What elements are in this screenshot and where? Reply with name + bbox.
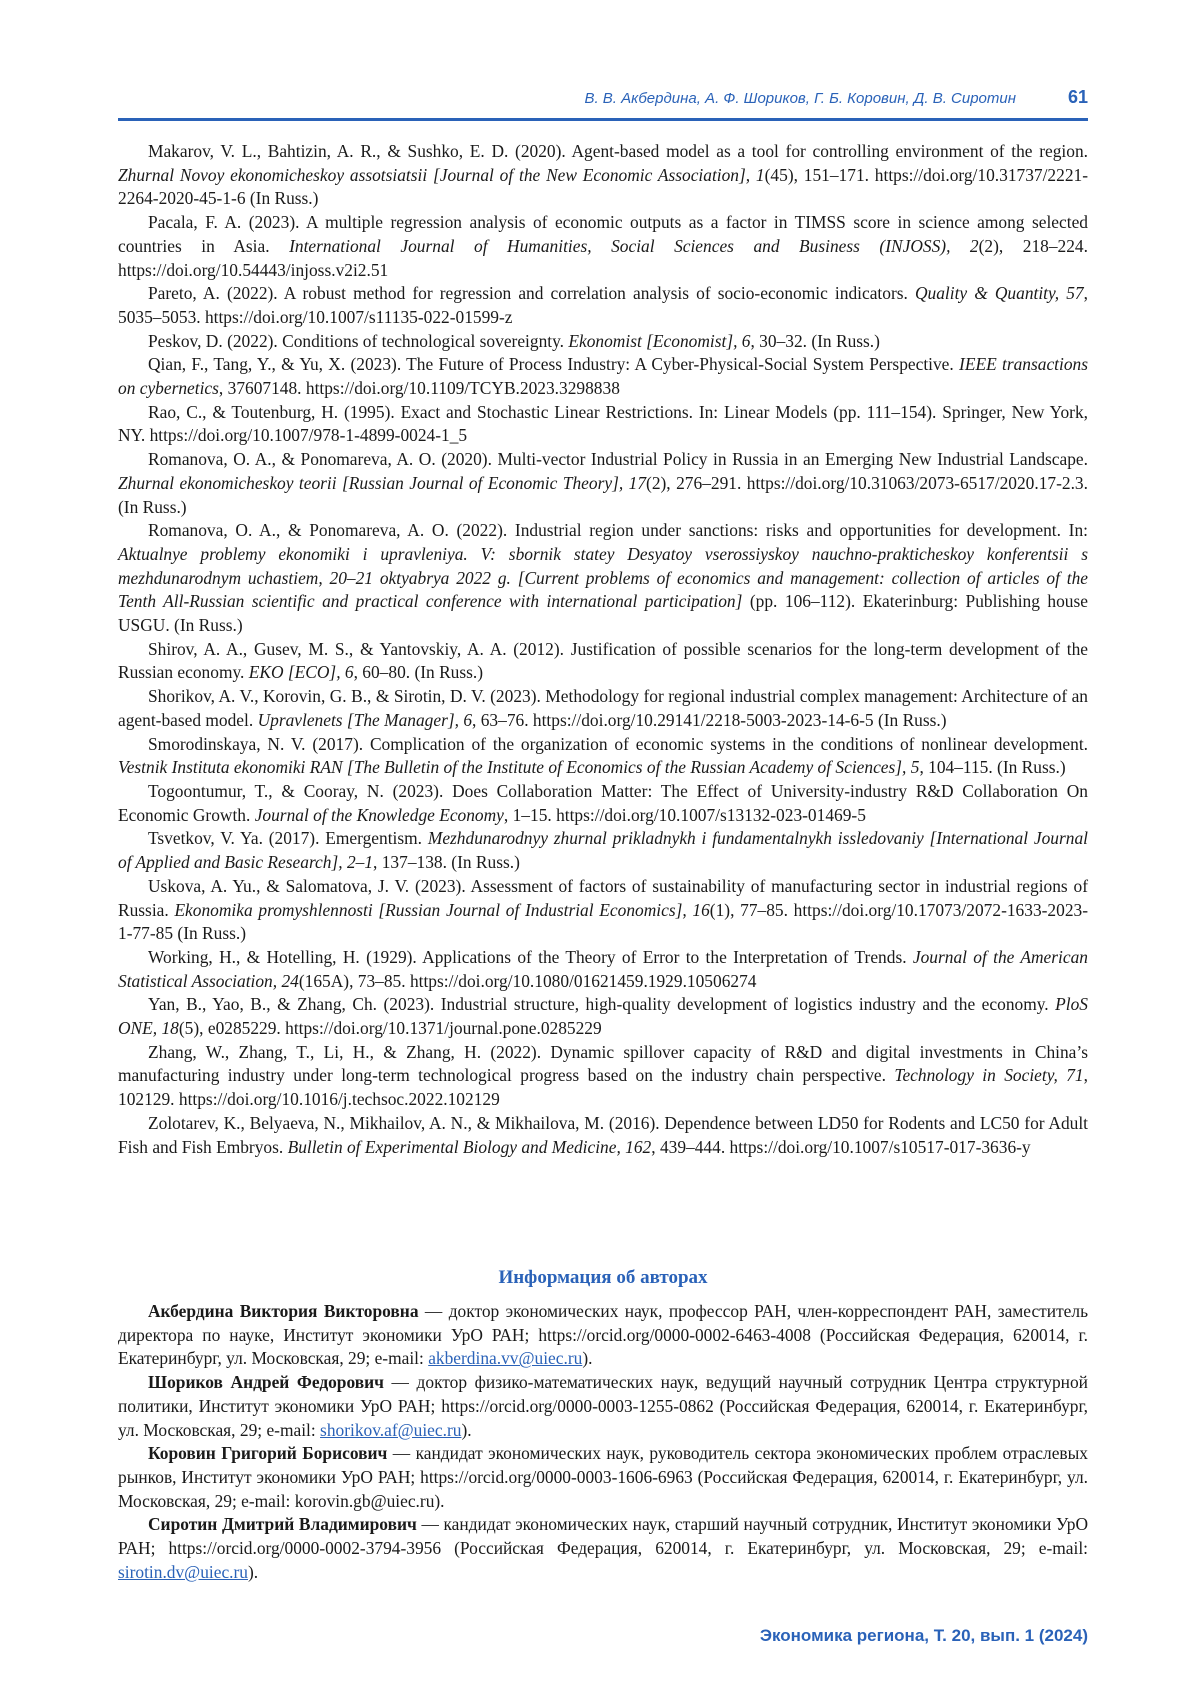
reference-text: Rao, C., & Toutenburg, H. (1995). Exact and Stochastic Linear Restrictions. In: Linear Models (pp. 111–154). Springer, New York, NY. https://doi.org/10.1007/978-1-4899-0024-1_5 bbox=[118, 401, 1088, 446]
reference-item bbox=[118, 448, 1088, 519]
reference-details: (2), 276–291. https://doi.org/10.31063/2073-6517/2020.17-2.3. (In Russ.) bbox=[118, 472, 1088, 517]
reference-text: Togoontumur, T., & Cooray, N. (2023). Does Collaboration Matter: The Effect of University-industry R&D Collaboration On Economic Growth. bbox=[118, 780, 1088, 825]
reference-text: Pareto, A. (2022). A robust method for regression and correlation analysis of socio-economic indicators. bbox=[148, 283, 915, 304]
author-tail: ). bbox=[582, 1348, 593, 1369]
reference-item bbox=[118, 401, 1088, 448]
reference-item bbox=[118, 1041, 1088, 1112]
reference-source: International Journal of Humanities, Social Sciences and Business (INJOSS), 2 bbox=[289, 235, 979, 256]
reference-source: Quality & Quantity, 57 bbox=[914, 283, 1084, 304]
reference-source: Zhurnal ekonomicheskoy teorii [Russian Journal of Economic Theory], 17 bbox=[118, 472, 647, 493]
reference-details: (2), 218–224. https://doi.org/10.54443/injoss.v2i2.51 bbox=[118, 235, 1088, 280]
reference-details: , 63–76. https://doi.org/10.29141/2218-5003-2023-14-6-5 (In Russ.) bbox=[472, 709, 947, 730]
author-entry bbox=[118, 1371, 1088, 1442]
author-email-link[interactable]: akberdina.vv@uiec.ru bbox=[428, 1348, 583, 1369]
reference-source: Ekonomist [Economist], 6 bbox=[568, 330, 751, 351]
reference-item bbox=[118, 827, 1088, 874]
reference-source: Bulletin of Experimental Biology and Medicine, 162 bbox=[287, 1136, 652, 1157]
running-header bbox=[118, 84, 1088, 121]
author-name: Акбердина Виктория Викторовна bbox=[148, 1301, 419, 1321]
reference-item bbox=[118, 685, 1088, 732]
header-authors: В. В. Акбердина, А. Ф. Шориков, Г. Б. Коровин, Д. В. Сиротин bbox=[584, 90, 1016, 107]
reference-details: (pp. 106–112). Ekaterinburg: Publishing house USGU. (In Russ.) bbox=[118, 591, 1088, 636]
reference-details: , 104–115. (In Russ.) bbox=[919, 757, 1066, 778]
page-number: 61 bbox=[1067, 87, 1088, 107]
reference-details: (165A), 73–85. https://doi.org/10.1080/01621459.1929.10506274 bbox=[298, 970, 757, 991]
reference-source: Technology in Society, 71 bbox=[894, 1065, 1084, 1086]
reference-source: IEEE transactions on cybernetics bbox=[118, 354, 1088, 399]
reference-details: , 5035–5053. https://doi.org/10.1007/s11135-022-01599-z bbox=[118, 283, 1088, 327]
author-description: — кандидат экономических наук, руководитель сектора экономических проблем отраслевых рынков, Институт экономики УрО РАН; https://orcid.org/0000-0003-1606-6963 (Российская Федерация, 620014, г. Екатеринбург, ул. Московская, 29; e-mail: korovin.gb@uiec.ru). bbox=[118, 1443, 1088, 1511]
reference-text: Romanova, O. A., & Ponomareva, A. O. (2022). Industrial region under sanctions: risks and opportunities for development. In: bbox=[148, 520, 1088, 541]
reference-item bbox=[118, 140, 1088, 211]
reference-text: Smorodinskaya, N. V. (2017). Complication of the organization of economic systems in the conditions of nonlinear development. bbox=[148, 733, 1088, 754]
reference-text: Uskova, A. Yu., & Salomatova, J. V. (2023). Assessment of factors of sustainability of manufacturing sector in industrial regions of Russia. bbox=[118, 875, 1088, 920]
reference-source: PloS ONE, 18 bbox=[118, 994, 1088, 1039]
reference-text: Romanova, O. A., & Ponomareva, A. O. (2020). Multi-vector Industrial Policy in Russia in an Emerging New Industrial Landscape. bbox=[148, 449, 1088, 470]
author-entry bbox=[118, 1300, 1088, 1371]
reference-item bbox=[118, 1112, 1088, 1159]
reference-text: Shorikov, A. V., Korovin, G. B., & Sirotin, D. V. (2023). Methodology for regional industrial complex management: Architecture of an agent-based model. bbox=[118, 686, 1088, 730]
reference-text: Shirov, A. A., Gusev, M. S., & Yantovskiy, A. A. (2012). Justification of possible scenarios for the long-term development of the Russian economy. bbox=[118, 638, 1088, 683]
reference-source: Vestnik Instituta ekonomiki RAN [The Bulletin of the Institute of Economics of the Russian Academy of Sciences], 5 bbox=[118, 757, 920, 778]
reference-source: Upravlenets [The Manager], 6 bbox=[257, 709, 473, 730]
reference-source: Ekonomika promyshlennosti [Russian Journal of Industrial Economics], 16 bbox=[174, 899, 710, 920]
reference-text: Working, H., & Hotelling, H. (1929). Applications of the Theory of Error to the Interpretation of Trends. bbox=[148, 946, 913, 967]
reference-details: , 60–80. (In Russ.) bbox=[353, 662, 484, 683]
reference-text: Pacala, F. A. (2023). A multiple regression analysis of economic outputs as a factor in TIMSS score in science among selected countries in Asia. bbox=[118, 212, 1088, 256]
reference-details: , 1–15. https://doi.org/10.1007/s13132-023-01469-5 bbox=[503, 804, 866, 825]
reference-item bbox=[118, 875, 1088, 946]
reference-item bbox=[118, 993, 1088, 1040]
reference-item bbox=[118, 353, 1088, 400]
reference-item bbox=[118, 330, 1088, 354]
reference-details: , 102129. https://doi.org/10.1016/j.techsoc.2022.102129 bbox=[118, 1065, 1088, 1110]
reference-source: Aktualnye problemy ekonomiki i upravleniya. V: sbornik statey Desyatoy vserossiyskoy nauchno-prakticheskoy konferentsii s mezhdunarodnym uchastiem, 20–21 oktyabrya 2022 g. [Current problems of economics and management: collection of articles of the Tenth All-Russian scientific and practical conference with international participation] bbox=[118, 543, 1088, 612]
author-description: — доктор экономических наук, профессор РАН, член-корреспондент РАН, заместитель директора по науке, Институт экономики УрО РАН; https://orcid.org/0000-0002-6463-4008 (Российская Федерация, 620014, г. Екатеринбург, ул. Московская, 29; e-mail: bbox=[118, 1301, 1088, 1369]
reference-text: Tsvetkov, V. Ya. (2017). Emergentism. bbox=[148, 828, 428, 849]
reference-details: (45), 151–171. https://doi.org/10.31737/2221-2264-2020-45-1-6 (In Russ.) bbox=[118, 164, 1089, 209]
reference-text: Peskov, D. (2022). Conditions of technological sovereignty. bbox=[148, 330, 569, 351]
reference-source: EKO [ECO], 6 bbox=[248, 662, 354, 683]
authors-info bbox=[118, 1300, 1088, 1584]
author-name: Сиротин Дмитрий Владимирович bbox=[148, 1514, 417, 1535]
author-entry bbox=[118, 1513, 1088, 1584]
reference-item bbox=[118, 211, 1088, 282]
author-description: — доктор физико-математических наук, ведущий научный сотрудник Центра структурной политики, Институт экономики УрО РАН; https://orcid.org/0000-0003-1255-0862 (Российская Федерация, 620014, г. Екатеринбург, ул. Московская, 29; e-mail: bbox=[118, 1372, 1088, 1440]
reference-item bbox=[118, 780, 1088, 827]
reference-text: Zhang, W., Zhang, T., Li, H., & Zhang, H. (2022). Dynamic spillover capacity of R&D and digital investments in China’s manufacturing industry under long-term technological progress based on the industry chain perspective. bbox=[118, 1041, 1088, 1086]
reference-item bbox=[118, 282, 1088, 329]
reference-item bbox=[118, 733, 1088, 780]
reference-source: Journal of the Knowledge Economy bbox=[254, 804, 504, 825]
references-list bbox=[118, 140, 1088, 1159]
author-tail: ). bbox=[461, 1419, 472, 1440]
reference-source: Journal of the American Statistical Association, 24 bbox=[118, 946, 1088, 991]
reference-item bbox=[118, 638, 1088, 685]
reference-details: , 30–32. (In Russ.) bbox=[750, 330, 880, 351]
reference-details: , 137–138. (In Russ.) bbox=[373, 852, 520, 873]
reference-text: Makarov, V. L., Bahtizin, A. R., & Sushko, E. D. (2020). Agent-based model as a tool for controlling environment of the region. bbox=[148, 141, 1088, 161]
reference-details: (5), e0285229. https://doi.org/10.1371/journal.pone.0285229 bbox=[178, 1018, 602, 1039]
author-email-link[interactable]: sirotin.dv@uiec.ru bbox=[118, 1561, 248, 1582]
author-name: Шориков Андрей Федорович bbox=[148, 1372, 384, 1393]
author-name: Коровин Григорий Борисович bbox=[148, 1443, 388, 1464]
reference-source: Mezhdunarodnyy zhurnal prikladnykh i fundamentalnykh issledovaniy [International Journal of Applied and Basic Research], 2–1 bbox=[118, 828, 1088, 873]
reference-text: Yan, B., Yao, B., & Zhang, Ch. (2023). Industrial structure, high-quality development of logistics industry and the economy. bbox=[148, 994, 1056, 1015]
reference-item bbox=[118, 946, 1088, 993]
reference-details: , 37607148. https://doi.org/10.1109/TCYB.2023.3298838 bbox=[218, 378, 620, 399]
reference-text: Zolotarev, K., Belyaeva, N., Mikhailov, A. N., & Mikhailova, M. (2016). Dependence between LD50 for Rodents and LC50 for Adult Fish and Fish Embryos. bbox=[118, 1112, 1088, 1157]
reference-details: (1), 77–85. https://doi.org/10.17073/2072-1633-2023-1-77-85 (In Russ.) bbox=[118, 899, 1089, 944]
author-entry bbox=[118, 1442, 1088, 1513]
authors-section-title: Информация об авторах bbox=[498, 1267, 708, 1288]
reference-text: Qian, F., Tang, Y., & Yu, X. (2023). The Future of Process Industry: A Cyber-Physical-Social System Perspective. bbox=[148, 354, 960, 375]
reference-details: , 439–444. https://doi.org/10.1007/s10517-017-3636-y bbox=[651, 1136, 1031, 1157]
author-tail: ). bbox=[248, 1561, 259, 1582]
reference-item bbox=[118, 519, 1088, 638]
journal-footer: Экономика региона, Т. 20, вып. 1 (2024) bbox=[759, 1626, 1088, 1645]
author-description: — кандидат экономических наук, старший научный сотрудник, Институт экономики УрО РАН; https://orcid.org/0000-0002-3794-3956 (Российская Федерация, 620014, г. Екатеринбург, ул. Московская, 29; e-mail: bbox=[118, 1514, 1088, 1559]
reference-source: Zhurnal Novoy ekonomicheskoy assotsiatsii [Journal of the New Economic Association], 1 bbox=[118, 164, 765, 185]
author-email-link[interactable]: shorikov.af@uiec.ru bbox=[320, 1419, 462, 1440]
